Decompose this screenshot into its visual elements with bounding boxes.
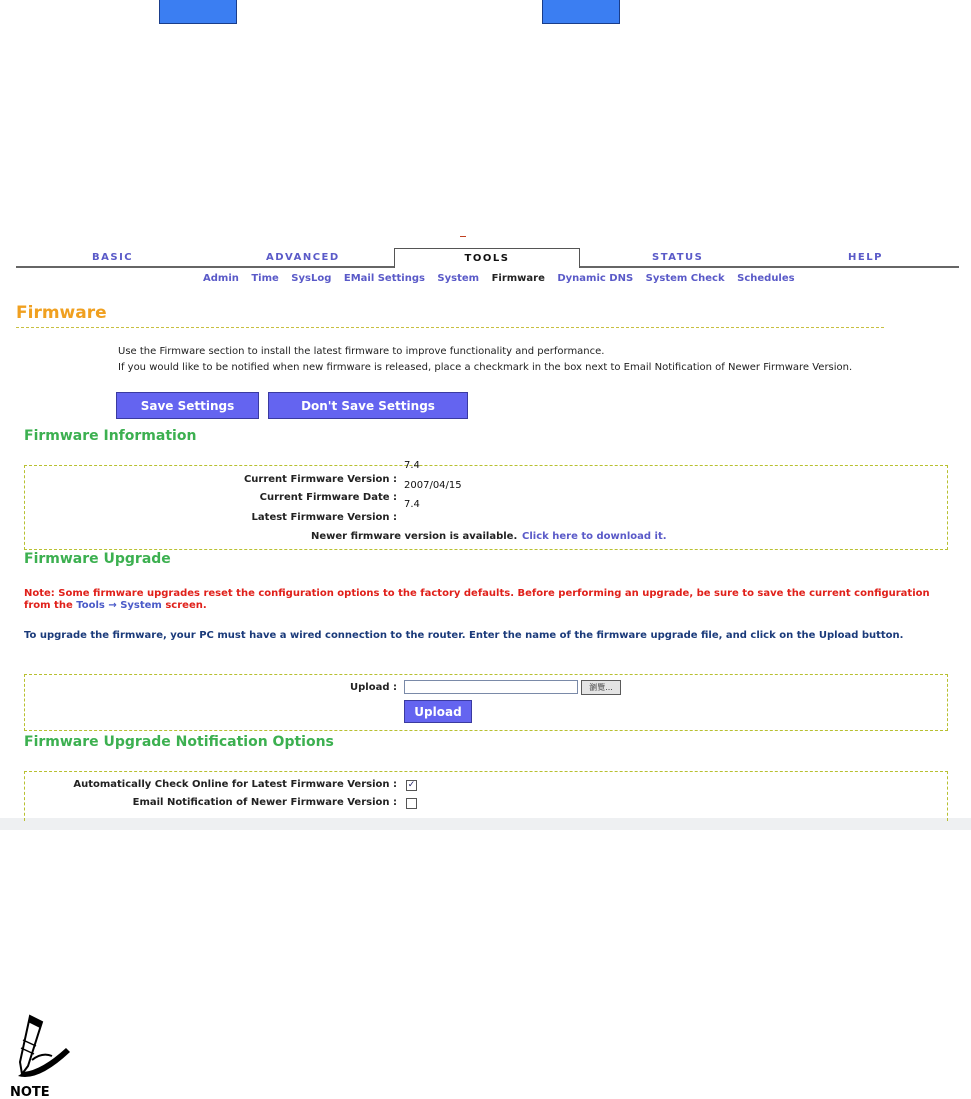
upload-button[interactable]: Upload — [404, 700, 472, 723]
note-icon-label: NOTE — [10, 1085, 50, 1098]
subnav-time[interactable]: Time — [251, 273, 279, 284]
title-divider — [16, 327, 884, 328]
upgrade-warning-note — [24, 588, 944, 612]
auto-check-checkbox[interactable]: ✓ — [407, 780, 416, 790]
page-title: Firmware — [16, 303, 107, 323]
intro-line-2: If you would like to be notified when new firmware is released, place a checkmark in the box next to Email Notification of Newer Firmware Version. — [118, 362, 853, 373]
tab-tools[interactable]: TOOLS — [394, 248, 580, 268]
newer-firmware-text: Newer firmware version is available. — [311, 531, 518, 542]
save-settings-button[interactable]: Save Settings — [116, 392, 259, 419]
note-pencil-icon — [8, 1012, 72, 1098]
sub-navigation — [203, 273, 804, 284]
intro-line-1: Use the Firmware section to install the latest firmware to improve functionality and performance. — [118, 346, 605, 357]
tools-system-link[interactable]: Tools → System — [76, 600, 162, 611]
current-date-label: Current Firmware Date : — [259, 492, 397, 503]
subnav-admin[interactable]: Admin — [203, 273, 239, 284]
upload-label: Upload : — [350, 682, 397, 693]
tab-basic[interactable]: BASIC — [92, 252, 134, 263]
current-version-label: Current Firmware Version : — [243, 474, 397, 485]
firmware-information-title: Firmware Information — [24, 428, 197, 444]
pencil-icon — [18, 1016, 70, 1077]
subnav-dynamic-dns[interactable]: Dynamic DNS — [557, 273, 634, 284]
subnav-schedules[interactable]: Schedules — [737, 273, 795, 284]
tab-help[interactable]: HELP — [848, 252, 883, 263]
subnav-email-settings[interactable]: EMail Settings — [343, 273, 425, 284]
current-date-value: 2007/04/15 — [404, 480, 462, 491]
latest-version-label: Latest Firmware Version : — [251, 512, 397, 523]
doc-button-1 — [159, 0, 237, 24]
subnav-firmware[interactable]: Firmware — [491, 273, 545, 284]
subnav-system-check[interactable]: System Check — [645, 273, 725, 284]
firmware-file-input[interactable] — [404, 680, 578, 694]
note-text-part2: screen. — [165, 600, 207, 611]
firmware-upgrade-title: Firmware Upgrade — [24, 551, 171, 567]
doc-button-2 — [542, 0, 620, 24]
current-version-value: 7.4 — [404, 460, 420, 471]
browse-button[interactable]: 瀏覽... — [581, 680, 621, 695]
notification-options-title: Firmware Upgrade Notification Options — [24, 734, 334, 750]
subnav-system[interactable]: System — [437, 273, 480, 284]
email-notification-checkbox[interactable] — [406, 798, 417, 809]
note-text-part1: Note: Some firmware upgrades reset the configuration options to the factory defaults. Before performing an upgrade, be sure to save the current configuration from the — [24, 588, 930, 611]
subnav-syslog[interactable]: SysLog — [291, 273, 332, 284]
auto-check-label: Automatically Check Online for Latest Firmware Version : — [73, 779, 397, 790]
download-link[interactable]: Click here to download it. — [522, 531, 667, 542]
email-notification-label: Email Notification of Newer Firmware Version : — [132, 797, 397, 808]
tab-advanced[interactable]: ADVANCED — [266, 252, 340, 263]
latest-version-value: 7.4 — [404, 499, 420, 510]
dont-save-settings-button[interactable]: Don't Save Settings — [268, 392, 468, 419]
tab-status[interactable]: STATUS — [652, 252, 704, 263]
tiny-mark — [460, 236, 466, 237]
upgrade-instructions: To upgrade the firmware, your PC must have a wired connection to the router. Enter the name of the firmware upgrade file, and click on the Upload button. — [24, 630, 904, 641]
